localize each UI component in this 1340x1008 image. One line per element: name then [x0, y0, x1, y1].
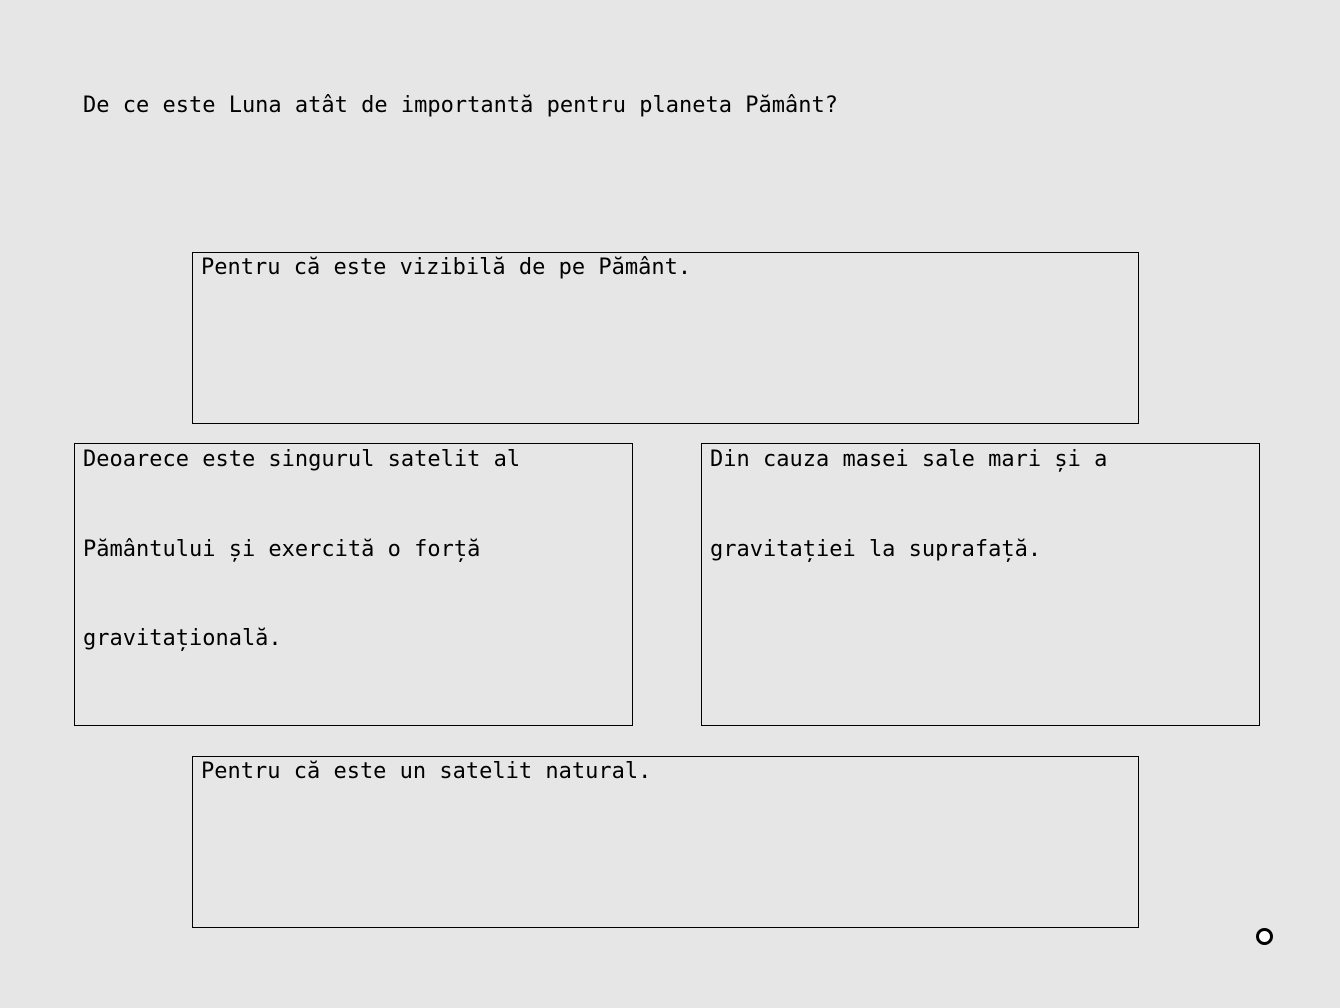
answer-option-4-label: Pentru că este un satelit natural. [201, 759, 652, 784]
answer-option-2-label: Deoarece este singurul satelit al Pământului și exercită o forță gravitațională. [83, 447, 521, 651]
answer-option-1-label: Pentru că este vizibilă de pe Pământ. [201, 255, 692, 280]
question-text: De ce este Luna atât de importantă pentru planeta Pământ? [83, 93, 838, 118]
answer-option-3[interactable] [701, 443, 1260, 726]
answer-option-1[interactable] [192, 252, 1139, 424]
answer-option-3-label: Din cauza masei sale mari și a gravitației la suprafață. [710, 447, 1108, 562]
answer-option-4[interactable] [192, 756, 1139, 928]
mouse-cursor-ring-icon [1256, 928, 1273, 945]
answer-option-2[interactable] [74, 443, 633, 726]
